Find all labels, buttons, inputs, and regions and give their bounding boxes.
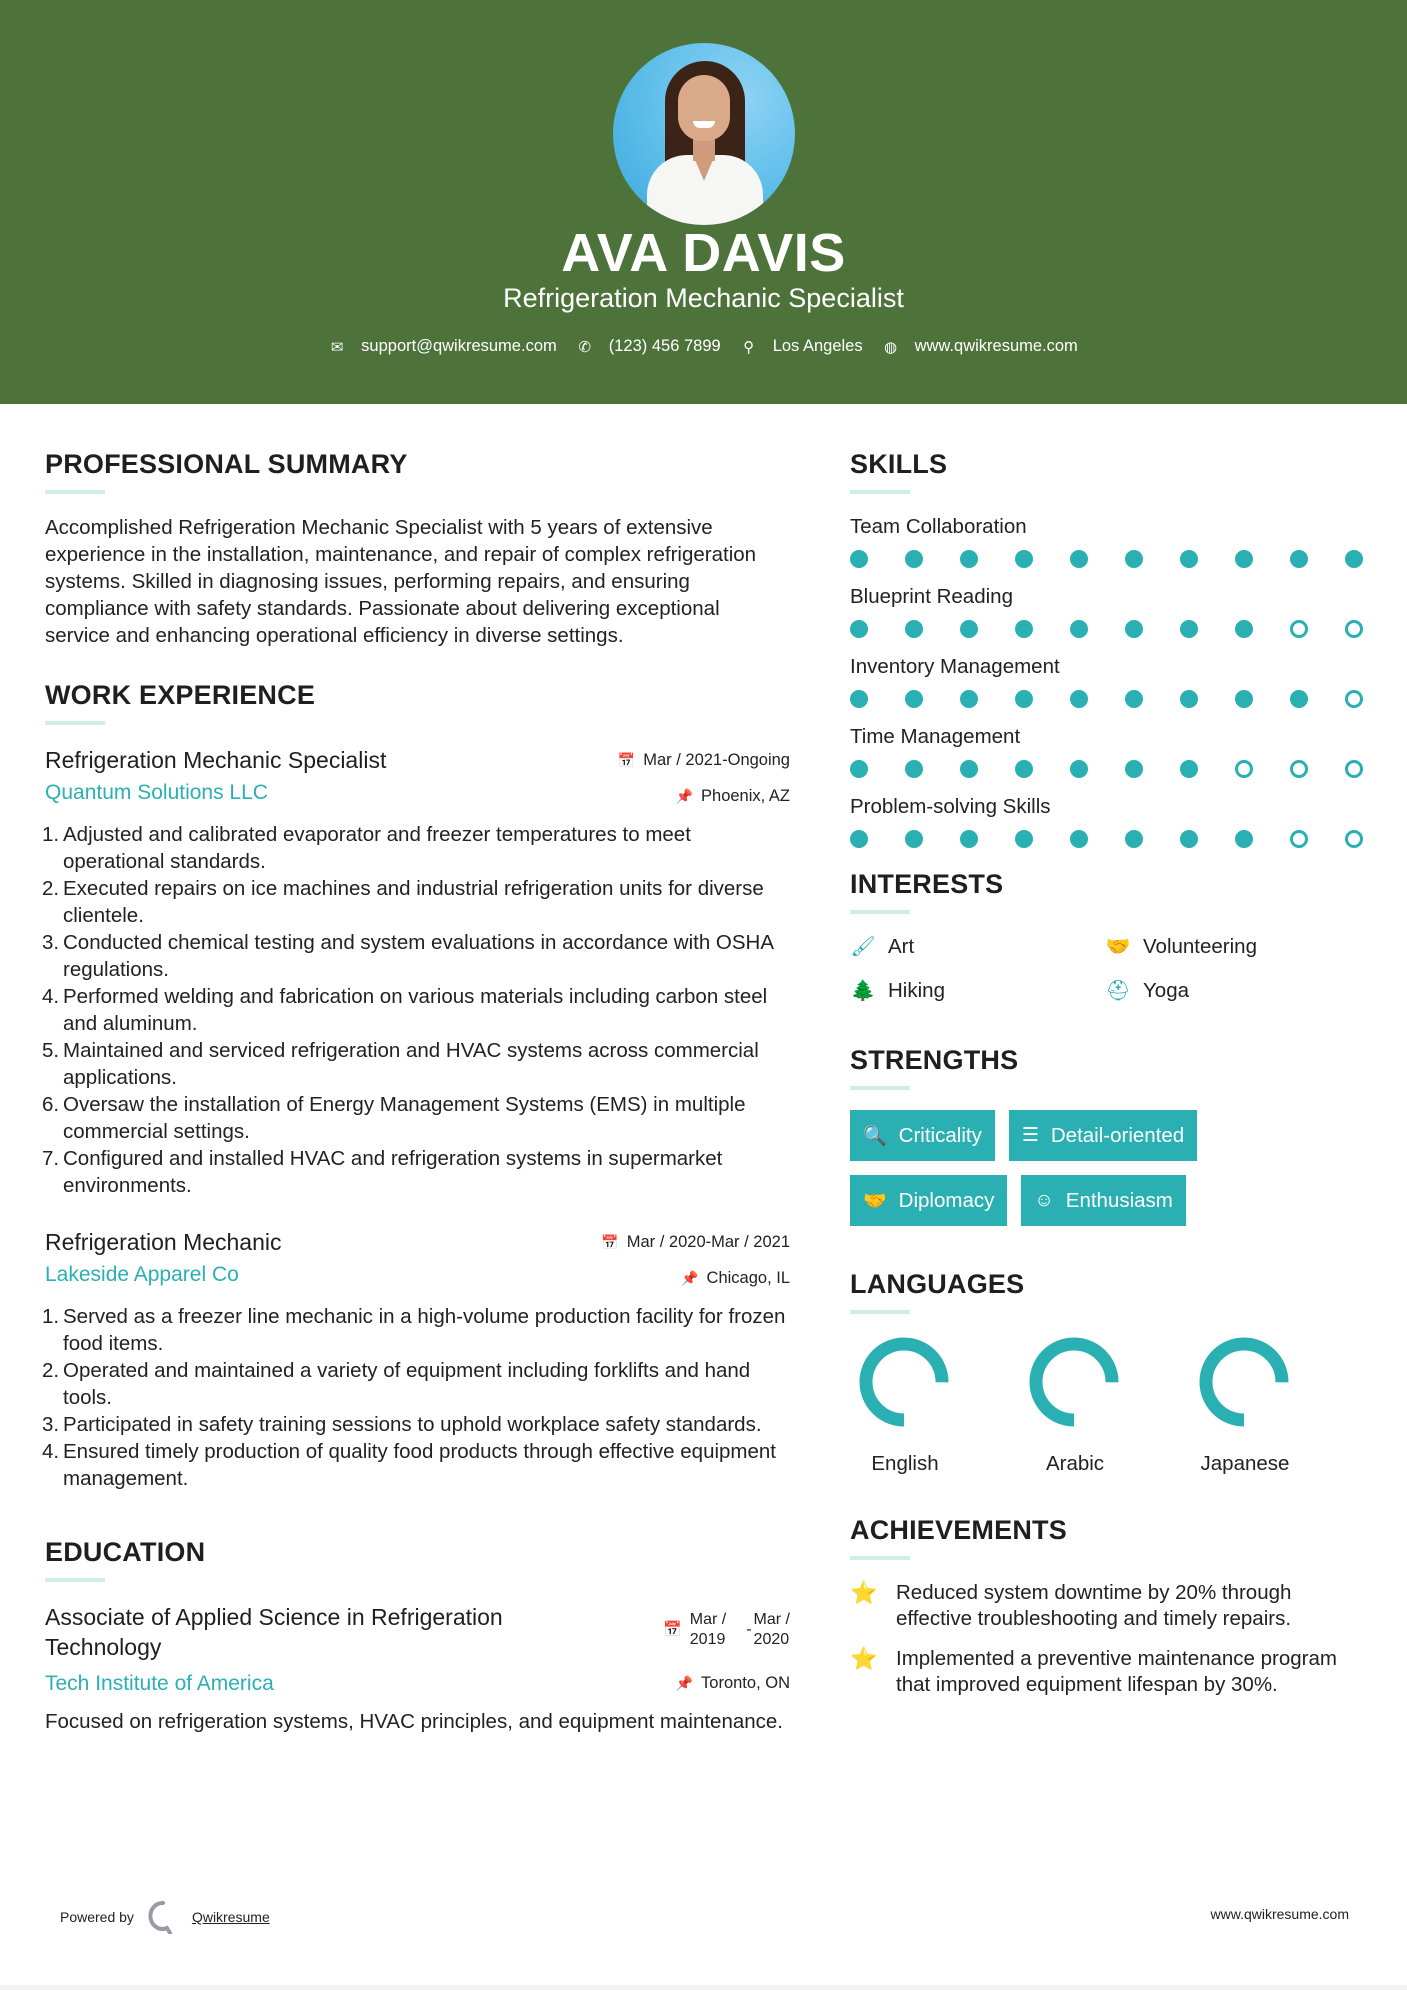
job-location: 📌 Chicago, IL xyxy=(681,1269,790,1287)
rating-dot-filled xyxy=(1290,550,1308,568)
rating-dot-filled xyxy=(1180,620,1198,638)
rating-dot-empty xyxy=(1235,760,1253,778)
strength-badge: 🔍 Criticality xyxy=(850,1110,995,1161)
rating-dot-filled xyxy=(1180,550,1198,568)
list-item: 6. Oversaw the installation of Energy Management Systems (EMS) in multiple commercial settings. xyxy=(42,1093,746,1143)
achievement-item: ⭐ Reduced system downtime by 20% through effective troubleshooting and timely repairs. xyxy=(850,1580,1292,1630)
skill-rating xyxy=(850,690,1363,708)
heading-underline xyxy=(850,490,910,494)
skills-list xyxy=(850,514,1370,848)
qwikresume-logo-icon xyxy=(148,1900,178,1934)
heading-underline xyxy=(45,721,105,725)
skill-name: Inventory Management xyxy=(850,655,1060,678)
language-progress-ring xyxy=(1026,1334,1122,1430)
rating-dot-filled xyxy=(1125,760,1143,778)
language-progress-ring xyxy=(1196,1334,1292,1430)
calendar-icon: 📅 xyxy=(663,1621,682,1638)
skill-name: Time Management xyxy=(850,725,1021,748)
rating-dot-filled xyxy=(1180,690,1198,708)
achievement-item: ⭐ Implemented a preventive maintenance program that improved equipment lifespan by 30%. xyxy=(850,1646,1337,1696)
list-item: 3. Conducted chemical testing and system evaluations in accordance with OSHA regulations. xyxy=(42,931,773,981)
job-dates: 📅 Mar / 2020-Mar / 2021 xyxy=(601,1233,790,1251)
rating-dot-empty xyxy=(1345,690,1363,708)
rating-dot-filled xyxy=(1125,620,1143,638)
contact-phone[interactable]: ✆ (123) 456 7899 xyxy=(578,337,721,356)
section-heading: LANGUAGES xyxy=(850,1269,1025,1299)
rating-dot-filled xyxy=(960,550,978,568)
interests-section xyxy=(850,868,1370,1004)
rating-dot-filled xyxy=(1015,830,1033,848)
skill-name: Problem-solving Skills xyxy=(850,795,1051,818)
interests-list xyxy=(850,934,1370,1004)
rating-dot-empty xyxy=(1345,760,1363,778)
section-heading: WORK EXPERIENCE xyxy=(45,680,316,710)
section-heading: STRENGTHS xyxy=(850,1045,1019,1075)
language-progress-ring xyxy=(856,1334,952,1430)
language-name: Arabic xyxy=(1045,1452,1105,1475)
handshake-icon: 🤝 xyxy=(863,1190,887,1212)
language-item xyxy=(1190,1334,1360,1476)
list-item: 4. Performed welding and fabrication on various materials including carbon steel and aluminum. xyxy=(42,985,768,1035)
summary-text: Accomplished Refrigeration Mechanic Specialist with 5 years of extensive experience in the installation, maintenance, and repair of complex refrigeration systems. Skilled in diagnosing issues, performing repairs, and ensuring compliance with safety standards. Passionate about delivering exceptional service and enhancing operational efficiency in diverse settings. xyxy=(45,516,757,647)
globe-icon: ◍ xyxy=(884,338,898,356)
education-location: 📌 Toronto, ON xyxy=(675,1674,790,1692)
skill-rating xyxy=(850,550,1363,568)
degree-title: Associate of Applied Science in Refrigeration Technology xyxy=(45,1604,503,1660)
rating-dot-filled xyxy=(905,830,923,848)
interest-item: ⛑ Yoga xyxy=(1105,979,1189,1002)
strengths-list xyxy=(850,1110,1370,1240)
rating-dot-filled xyxy=(1125,830,1143,848)
heading-underline xyxy=(850,1310,910,1314)
school-name: Tech Institute of America xyxy=(45,1672,274,1695)
section-heading: EDUCATION xyxy=(45,1537,206,1567)
rating-dot-filled xyxy=(1015,760,1033,778)
list-item: 3. Participated in safety training sessions to uphold workplace safety standards. xyxy=(42,1413,762,1436)
job-title: Refrigeration Mechanic xyxy=(45,1229,282,1255)
pushpin-icon: 📌 xyxy=(681,1270,699,1286)
rating-dot-filled xyxy=(850,760,868,778)
summary-section xyxy=(45,448,790,649)
contact-bar xyxy=(0,337,1407,356)
section-heading: PROFESSIONAL SUMMARY xyxy=(45,449,408,479)
rating-dot-filled xyxy=(960,620,978,638)
section-heading: SKILLS xyxy=(850,449,948,479)
skill-name: Team Collaboration xyxy=(850,515,1027,538)
rating-dot-filled xyxy=(1125,550,1143,568)
rating-dot-filled xyxy=(1235,620,1253,638)
phone-icon: ✆ xyxy=(578,338,592,356)
interest-item: 🖌 Art xyxy=(850,935,915,958)
job-entry xyxy=(42,745,790,1199)
powered-by: Powered by Qwikresume xyxy=(60,1900,270,1934)
rating-dot-filled xyxy=(850,830,868,848)
rating-dot-filled xyxy=(960,690,978,708)
rating-dot-filled xyxy=(850,690,868,708)
rating-dot-filled xyxy=(1015,690,1033,708)
list-item: 1. Adjusted and calibrated evaporator and freezer temperatures to meet operational standards. xyxy=(42,823,691,873)
calendar-icon: 📅 xyxy=(601,1234,619,1250)
resume-header xyxy=(0,0,1407,404)
strengths-section xyxy=(850,1044,1370,1240)
rating-dot-filled xyxy=(1070,830,1088,848)
interest-item: 🌲 Hiking xyxy=(850,979,945,1002)
heading-underline xyxy=(45,490,105,494)
strength-badge: 🤝 Diplomacy xyxy=(850,1175,1007,1226)
skills-section xyxy=(850,448,1370,848)
rating-dot-filled xyxy=(1345,550,1363,568)
candidate-title: Refrigeration Mechanic Specialist xyxy=(503,283,904,313)
rating-dot-filled xyxy=(1290,690,1308,708)
rating-dot-filled xyxy=(905,760,923,778)
envelope-icon: ✉ xyxy=(330,338,344,356)
rating-dot-filled xyxy=(850,550,868,568)
rating-dot-empty xyxy=(1290,760,1308,778)
heading-underline xyxy=(850,1556,910,1560)
lifebuoy-icon: ⛑ xyxy=(1105,980,1131,1002)
language-name: Japanese xyxy=(1200,1452,1290,1475)
rating-dot-filled xyxy=(1070,620,1088,638)
rating-dot-filled xyxy=(905,550,923,568)
language-item xyxy=(850,1334,1020,1476)
job-bullets xyxy=(42,1303,790,1492)
left-column xyxy=(42,448,790,1735)
education-description: Focused on refrigeration systems, HVAC principles, and equipment maintenance. xyxy=(45,1710,783,1733)
rating-dot-filled xyxy=(1015,550,1033,568)
rating-dot-empty xyxy=(1345,830,1363,848)
rating-dot-filled xyxy=(905,620,923,638)
heading-underline xyxy=(45,1578,105,1582)
job-entry xyxy=(42,1227,790,1492)
contact-website[interactable]: ◍ www.qwikresume.com xyxy=(884,337,1078,356)
shooting-star-icon: ⭐ xyxy=(850,1646,878,1671)
candidate-name: AVA DAVIS xyxy=(561,223,846,283)
education-dates: 📅 Mar / 2019 - Mar / 2020 xyxy=(663,1611,790,1648)
profile-photo xyxy=(613,43,795,225)
list-item: 2. Operated and maintained a variety of equipment including forklifts and hand tools. xyxy=(42,1359,751,1409)
achievements-section xyxy=(850,1514,1370,1698)
right-column xyxy=(850,448,1370,1712)
rating-dot-filled xyxy=(905,690,923,708)
rating-dot-empty xyxy=(1345,620,1363,638)
rating-dot-filled xyxy=(1180,830,1198,848)
job-title: Refrigeration Mechanic Specialist xyxy=(45,747,387,773)
rating-dot-empty xyxy=(1290,620,1308,638)
rating-dot-filled xyxy=(1235,690,1253,708)
page-bottom-edge xyxy=(0,1985,1407,1990)
list-item: 2. Executed repairs on ice machines and industrial refrigeration units for diverse clientele. xyxy=(42,877,764,927)
list-item: 7. Configured and installed HVAC and refrigeration systems in supermarket environments. xyxy=(42,1147,723,1197)
rating-dot-filled xyxy=(850,620,868,638)
map-pin-icon: ⚲ xyxy=(743,338,755,356)
interest-item: 🤝 Volunteering xyxy=(1105,935,1257,958)
language-item xyxy=(1020,1334,1190,1476)
rating-dot-filled xyxy=(1235,830,1253,848)
education-section xyxy=(45,1536,790,1735)
languages-list xyxy=(850,1334,1370,1476)
footer-website[interactable]: www.qwikresume.com xyxy=(1210,1906,1349,1922)
contact-email[interactable]: ✉ support@qwikresume.com xyxy=(330,337,557,356)
list-icon: ☰ xyxy=(1021,1125,1039,1146)
qwikresume-link[interactable]: Qwikresume xyxy=(191,1909,270,1925)
company-name: Quantum Solutions LLC xyxy=(45,781,268,804)
rating-dot-filled xyxy=(1070,690,1088,708)
skill-rating xyxy=(850,830,1363,848)
job-bullets xyxy=(42,821,790,1199)
list-item: 5. Maintained and serviced refrigeration and HVAC systems across commercial applications. xyxy=(42,1039,759,1089)
heading-underline xyxy=(850,910,910,914)
skill-rating xyxy=(850,620,1363,638)
shooting-star-icon: ⭐ xyxy=(850,1580,878,1605)
calendar-icon: 📅 xyxy=(617,752,636,768)
pushpin-icon: 📌 xyxy=(675,1675,694,1691)
language-name: English xyxy=(871,1452,939,1475)
rating-dot-filled xyxy=(960,830,978,848)
list-item: 1. Served as a freezer line mechanic in a high-volume production facility for frozen food items. xyxy=(42,1305,786,1355)
job-location: 📌 Phoenix, AZ xyxy=(675,787,790,805)
rating-dot-filled xyxy=(1070,550,1088,568)
rating-dot-filled xyxy=(1235,550,1253,568)
job-dates: 📅 Mar / 2021-Ongoing xyxy=(617,751,790,769)
section-heading: ACHIEVEMENTS xyxy=(850,1515,1067,1545)
rating-dot-filled xyxy=(1125,690,1143,708)
experience-section xyxy=(42,679,790,1492)
rating-dot-filled xyxy=(960,760,978,778)
rating-dot-filled xyxy=(1015,620,1033,638)
search-icon: 🔍 xyxy=(863,1125,887,1147)
paintbrush-icon: 🖌 xyxy=(850,936,876,958)
pushpin-icon: 📌 xyxy=(675,788,694,804)
contact-location: ⚲ Los Angeles xyxy=(741,337,863,356)
handshake-icon: 🤝 xyxy=(1105,936,1131,958)
languages-section xyxy=(850,1268,1370,1476)
company-name: Lakeside Apparel Co xyxy=(45,1263,239,1286)
list-item: 4. Ensured timely production of quality food products through effective equipment management. xyxy=(42,1440,776,1490)
strength-badge: ☺ Enthusiasm xyxy=(1021,1175,1186,1226)
rating-dot-filled xyxy=(1070,760,1088,778)
tree-icon: 🌲 xyxy=(850,980,876,1002)
strength-badge: ☰ Detail-oriented xyxy=(1009,1110,1197,1161)
skill-name: Blueprint Reading xyxy=(850,585,1013,608)
skill-rating xyxy=(850,760,1363,778)
section-heading: INTERESTS xyxy=(850,869,1004,899)
rating-dot-empty xyxy=(1290,830,1308,848)
heading-underline xyxy=(850,1086,910,1090)
rating-dot-filled xyxy=(1180,760,1198,778)
smiley-icon: ☺ xyxy=(1034,1189,1054,1211)
